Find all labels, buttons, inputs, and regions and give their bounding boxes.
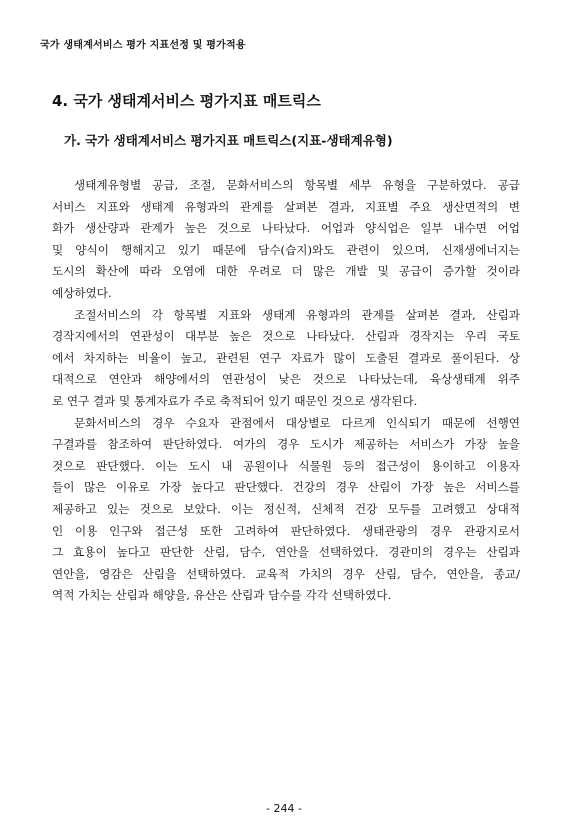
paragraph-line: 로 연구 결과 및 통계자료가 주로 축적되어 있기 때문인 것으로 생각된다. [52,393,418,408]
paragraph-line: 화가 생산량과 관계가 높은 것으로 나타났다. 어업과 양식업은 일부 내수면 어업 [52,221,520,236]
paragraph-line: 조절서비스의 각 항목별 지표와 생태계 유형과의 관계를 살펴본 결과, 산림과 [74,307,520,322]
paragraph-line: 제공하고 있는 것으로 보았다. 이는 정신적, 신체적 건강 모두를 고려했고 상대적 [52,501,520,516]
paragraph-line: 구결과를 참조하여 판단하였다. 여가의 경우 도시가 제공하는 서비스가 가장 높을 [52,437,520,452]
paragraph-line: 문화서비스의 경우 수요자 관점에서 대상별로 다르게 인식되기 때문에 선행연 [74,415,520,430]
paragraph-line: 역적 가치는 산림과 해양을, 유산은 산림과 담수를 각각 선택하였다. [52,588,392,603]
paragraph-line: 예상하였다. [52,285,112,300]
subsection-title: 가. 국가 생태계서비스 평가지표 매트릭스(지표-생태계유형) [64,133,393,148]
paragraph-line: 및 양식이 행해지고 있기 때문에 담수(습지)와도 관련이 있으며, 신재생에너지는 [52,242,520,257]
paragraph-line: 것으로 판단했다. 이는 도시 내 공원이나 식물원 등의 접근성이 용이하고 이용자 [52,458,520,473]
paragraph-line: 서비스 지표와 생태계 유형과의 관계를 살펴본 결과, 지표별 주요 생산면적의 변 [52,199,520,214]
paragraph-line: 들이 많은 이유로 가장 높다고 판단했다. 건강의 경우 산림이 가장 높은 서비스를 [52,480,520,495]
paragraph-line: 인 이용 인구와 접근성 또한 고려하여 판단하였다. 생태관광의 경우 관광지로서 [52,523,520,538]
page-number: - 244 - [266,802,302,815]
paragraph-line: 연안을, 영감은 산림을 선택하였다. 교육적 가치의 경우 산림, 담수, 연안을, 종교/ [52,566,520,581]
section-title: 4. 국가 생태계서비스 평가지표 매트릭스 [52,92,321,110]
paragraph-line: 경작지에서의 연관성이 대부분 높은 것으로 나타났다. 산림과 경작지는 우리 국토 [52,329,520,344]
running-header: 국가 생태계서비스 평가 지표선정 및 평가적용 [40,40,246,51]
body-text [52,175,520,607]
paragraph-line: 대적으로 연안과 해양에서의 연관성이 낮은 것으로 나타났는데, 육상생태계 위주 [52,372,520,387]
paragraph-line: 그 효용이 높다고 판단한 산림, 담수, 연안을 선택하였다. 경관미의 경우는 산림과 [52,545,520,560]
paragraph-line: 에서 차지하는 비율이 높고, 관련된 연구 자료가 많이 도출된 결과로 풀이된다. 상 [52,350,520,365]
paragraph-line: 생태계유형별 공급, 조절, 문화서비스의 항목별 세부 유형을 구분하였다. 공급 [74,178,520,192]
paragraph-line: 도시의 확산에 따라 오염에 대한 우려로 더 많은 개발 및 공급이 증가할 것이라 [52,264,520,279]
